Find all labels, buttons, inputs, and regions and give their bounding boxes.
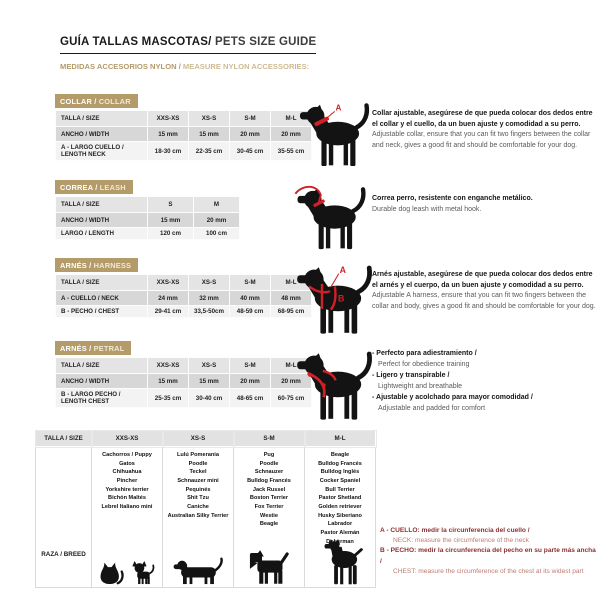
feature-item [372,349,598,370]
value-cell: 68-95 cm [271,306,312,318]
row-label-cell: ANCHO / WIDTH [56,374,148,389]
row-label-cell: B - PECHO / CHEST [56,306,148,318]
feature-es: - Ajustable y acolchado para mayor comodidad / [372,394,533,401]
breed-name: Schnauzer mini [177,477,219,484]
breed-name: Golden retriever [318,503,362,510]
value-cell: 18-30 cm [148,142,189,161]
breed-name: Pastor Alemán [320,529,360,536]
badge-label-en: LEASH [99,182,126,192]
breed-name: Doberman [326,538,354,545]
feature-es: - Ligero y transpirable / [372,372,450,379]
collar-size-table [55,110,312,161]
value-cell: 24 mm [148,291,189,306]
value-cell: 48 mm [271,291,312,306]
breed-size-header: XS-S [163,431,234,447]
breed-name: Beagle [330,452,350,458]
page-title-en: PETS SIZE GUIDE [214,36,317,48]
harness-size-table [55,274,312,318]
breed-cell-xxs-xs [92,447,163,588]
value-cell: 25-35 cm [148,389,189,408]
breed-size-header: M-L [305,431,376,447]
badge-label-es: ARNÉS / [60,260,94,270]
value-cell: 29-41 cm [148,306,189,318]
breed-name: Teckel [189,469,207,476]
breed-name: Pastor Shetland [318,495,362,502]
breed-list [164,448,232,520]
feature-en: Perfect for obedience training [378,360,470,368]
value-cell: 20 mm [271,127,312,142]
breed-silhouettes [92,559,162,585]
value-cell: 20 mm [194,213,240,228]
size-header-cell: TALLA / SIZE [56,275,148,291]
breed-size-header: S-M [234,431,305,447]
chihuahua-silhouette-icon [131,560,155,585]
value-cell: 40 mm [230,291,271,306]
breed-name: Gatos [119,460,135,467]
breed-name: Poodle [188,460,208,467]
note-a-es: A - CUELLO: medir la circunferencia del cuello / [380,527,530,534]
value-cell: 15 mm [189,374,230,389]
leash-description [372,194,598,215]
petral-dog-illustration [294,348,374,424]
feature-es: - Perfecto para adiestramiento / [372,350,477,357]
collar-description [372,109,598,151]
row-label-cell: ANCHO / WIDTH [56,213,148,228]
harness-desc-en: Adjustable A harness, ensure that you can fit two fingers between the collar and body, gives a good fit and should be comfortable for your dog. [372,292,596,310]
size-header-cell: S-M [230,275,271,291]
collar-marker-a: A [335,103,342,113]
breed-name: Bulldog Francés [318,460,362,467]
value-cell: 15 mm [148,127,189,142]
size-header-cell: XXS-XS [148,111,189,127]
breed-row-label: RAZA / BREED [36,447,92,588]
breed-name: Labrador [327,521,353,528]
size-header-cell: XS-S [189,275,230,291]
breed-name: Cocker Spaniel [319,477,361,484]
size-header-cell: XXS-XS [148,358,189,374]
table-row [56,389,312,408]
table-header-row [56,197,240,213]
value-cell: 30-40 cm [189,389,230,408]
row-label-cell: A - LARGO CUELLO / LENGTH NECK [56,142,148,161]
breed-name: Schnauzer [254,469,284,476]
leash-section-badge [55,180,133,194]
breed-name: Bulldog Inglés [320,469,360,476]
breed-name: Poodle [259,460,279,467]
collar-section-badge [55,94,138,108]
petral-features [372,349,598,415]
measuring-notes [380,526,598,577]
table-row [56,127,312,142]
size-header-cell: M-L [271,111,312,127]
breed-name: Pug [263,452,275,458]
breed-name: Pequinés [185,486,211,493]
breed-name: Husky Siberiano [318,512,362,519]
breed-cell-s-m [234,447,305,588]
breed-size-header: XXS-XS [92,431,163,447]
size-header-cell: XS-S [189,111,230,127]
value-cell: 15 mm [189,127,230,142]
value-cell: 15 mm [148,213,194,228]
value-cell: 22-35 cm [189,142,230,161]
breed-name: Lulú Pomerania [177,452,219,458]
petral-section-badge [55,341,131,355]
breed-header-row [36,431,376,447]
value-cell: 35-55 cm [271,142,312,161]
size-header-cell: M [194,197,240,213]
table-row [56,142,312,161]
table-row [56,291,312,306]
breed-list [93,448,161,512]
breed-body-row [36,447,376,588]
value-cell: 33,5-50cm [189,306,230,318]
cat-silhouette-icon [99,559,124,585]
collar-desc-es: Collar ajustable, asegúrese de que pueda colocar dos dedos entre el collar y el cuello, da un buen ajuste y comodidad a su perro. [372,110,593,128]
feature-en: Adjustable and padded for comfort [378,404,486,412]
table-row [56,374,312,389]
breed-list [306,448,374,546]
size-header-cell: S-M [230,111,271,127]
breed-name: Fox Terrier [254,503,284,510]
page-title [60,36,316,54]
badge-label-en: PETRAL [93,343,125,353]
leash-dog-illustration [292,185,370,252]
harness-section-badge [55,258,138,272]
value-cell: 100 cm [194,228,240,240]
breed-name: Pincher [116,477,138,484]
table-row [56,306,312,318]
value-cell: 20 mm [230,374,271,389]
leash-desc-es: Correa perro, resistente con enganche metálico. [372,195,533,202]
page-subtitle-en: MEASURE NYLON ACCESSORIES: [182,62,310,71]
note-b-es: B - PECHO: medir la circunferencia del pecho en su parte más ancha / [380,547,596,565]
breed-name: Cachorros / Puppy [102,452,152,458]
value-cell: 120 cm [148,228,194,240]
breed-size-header: TALLA / SIZE [36,431,92,447]
harness-marker-a: A [339,264,346,275]
badge-label-es: CORREA / [60,182,100,192]
table-header-row [56,358,312,374]
table-row [56,213,240,228]
row-label-cell: ANCHO / WIDTH [56,127,148,142]
value-cell: 30-45 cm [230,142,271,161]
breed-name: Caniche [187,503,209,510]
feature-en: Lightweight and breathable [378,382,463,390]
note-a-en: NECK: measure the circumference of the neck [393,537,529,545]
leash-desc-en: Durable dog leash with metal hook. [372,205,482,213]
row-label-cell: A - CUELLO / NECK [56,291,148,306]
breed-name: Chihuahua [112,469,142,476]
size-header-cell: M-L [271,275,312,291]
badge-label-es: COLLAR / [60,96,99,106]
feature-item [372,393,598,414]
size-header-cell: TALLA / SIZE [56,111,148,127]
harness-description [372,270,598,312]
breed-name: Yorkshire terrier [105,486,149,493]
breed-silhouettes [305,539,375,585]
value-cell: 60-75 cm [271,389,312,408]
breed-silhouettes [163,555,233,585]
value-cell: 48-65 cm [230,389,271,408]
breed-name: Boston Terrier [249,495,289,502]
breed-name: Australian Silky Terrier [167,512,229,519]
feature-item [372,371,598,392]
size-header-cell: XS-S [189,358,230,374]
value-cell: 20 mm [271,374,312,389]
badge-label-es: ARNÉS / [60,343,94,353]
page-subtitle [60,62,309,71]
badge-label-en: HARNESS [93,260,132,270]
page-subtitle-es: MEDIDAS ACCESORIOS NYLON / [60,62,183,71]
dachshund-silhouette-icon [173,555,223,585]
harness-desc-es: Arnés ajustable, asegúrese de que pueda colocar dos dedos entre el arnés y el cuerpo, da un buen ajuste y comodidad a su perro. [372,271,593,289]
breed-name: Bulldog Francés [247,477,291,484]
harness-marker-b: B [338,293,345,304]
breed-cell-xs-s [163,447,234,588]
breed-list [235,448,303,529]
value-cell: 15 mm [148,374,189,389]
table-header-row [56,275,312,291]
leash-size-table [55,196,240,240]
size-header-cell: XXS-XS [148,275,189,291]
value-cell: 20 mm [230,127,271,142]
breed-silhouettes [234,549,304,585]
breed-size-table [35,430,376,588]
page-title-es: GUÍA TALLAS MASCOTAS/ [60,36,215,48]
breed-name: Bichón Maltés [108,495,146,502]
breed-name: Bull Terrier [325,486,355,493]
row-label-cell: LARGO / LENGTH [56,228,148,240]
size-header-cell: S-M [230,358,271,374]
breed-name: Beagle [259,521,279,528]
collar-dog-illustration [296,101,372,169]
row-label-cell: B - LARGO PECHO / LENGTH CHEST [56,389,148,408]
note-b-en: CHEST: measure the circumference of the chest at its widest part [393,567,584,575]
size-header-cell: S [148,197,194,213]
size-header-cell: TALLA / SIZE [56,358,148,374]
breed-cell-m-l [305,447,376,588]
collar-desc-en: Adjustable collar, ensure that you can fit two fingers between the collar and neck, gives a good fit and should be comfortable for your dog. [372,131,591,149]
breed-name: Lebrel Italiano mini [101,503,153,510]
size-header-cell: M-L [271,358,312,374]
breed-name: Shit Tzu [187,495,209,502]
table-row [56,228,240,240]
table-header-row [56,111,312,127]
size-header-cell: TALLA / SIZE [56,197,148,213]
large-dog-silhouette-icon [318,539,363,585]
breed-name: Westie [260,512,278,519]
harness-dog-illustration [294,262,374,338]
value-cell: 48-59 cm [230,306,271,318]
badge-label-en: COLLAR [98,96,131,106]
value-cell: 32 mm [189,291,230,306]
schnauzer-silhouette-icon [249,549,289,585]
breed-name: Jack Russel [252,486,286,493]
petral-size-table [55,357,312,408]
